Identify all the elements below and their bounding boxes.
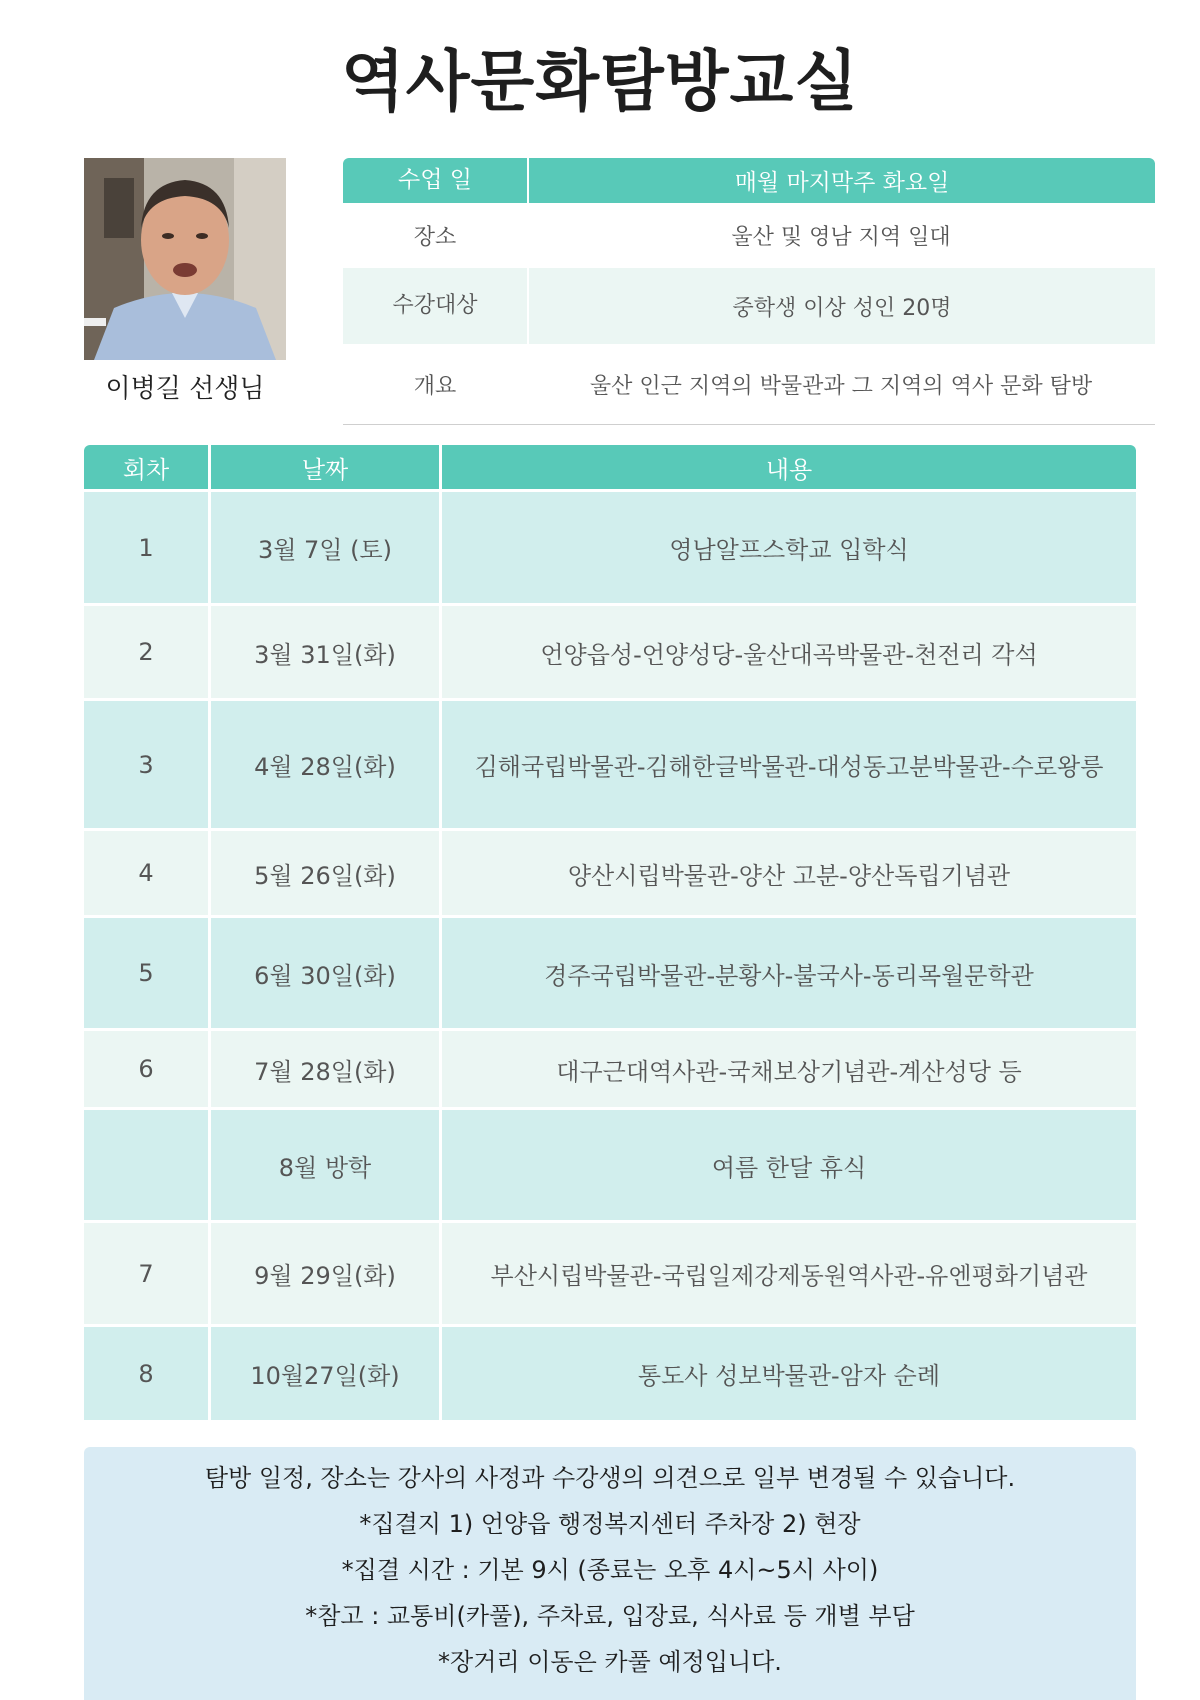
- schedule-header-row: [84, 445, 1136, 492]
- date-cell: 3월 31일(화): [211, 606, 442, 698]
- table-row: [84, 1031, 1136, 1110]
- content-cell: 통도사 성보박물관-암자 순례: [637, 1362, 941, 1390]
- note-line: *집결지 1) 언양읍 행정복지센터 주차장 2) 현장: [359, 1510, 861, 1538]
- page-title: 역사문화탐방교실: [340, 43, 860, 120]
- info-value: 울산 및 영남 지역 일대: [731, 225, 951, 250]
- date-cell: 6월 30일(화): [211, 918, 442, 1028]
- info-value: 중학생 이상 성인 20명: [732, 295, 952, 321]
- round-cell: 5: [84, 918, 211, 1028]
- table-row: [84, 1327, 1136, 1423]
- info-label: 수강대상: [343, 268, 529, 344]
- table-row: [84, 1223, 1136, 1327]
- note-line: *장거리 이동은 카풀 예정입니다.: [438, 1648, 782, 1676]
- info-header-value: 매월 마지막주 화요일: [734, 170, 950, 196]
- info-header-label: 수업 일: [343, 158, 529, 203]
- note-line: *참고 : 교통비(카풀), 주차료, 입장료, 식사료 등 개별 부담: [305, 1602, 915, 1630]
- date-cell: 7월 28일(화): [211, 1031, 442, 1107]
- content-cell: 경주국립박물관-분황사-불국사-동리목월문학관: [544, 961, 1034, 990]
- table-row: [84, 918, 1136, 1031]
- round-cell: 8: [84, 1327, 211, 1420]
- content-cell: 양산시립박물관-양산 고분-양산독립기념관: [567, 861, 1011, 890]
- content-cell: 언양읍성-언양성당-울산대곡박물관-천전리 각석: [540, 640, 1038, 669]
- teacher-photo: [84, 158, 286, 360]
- date-cell: 4월 28일(화): [211, 701, 442, 828]
- info-header-row: [343, 158, 1155, 203]
- round-cell: 4: [84, 831, 211, 915]
- content-cell: 김해국립박물관-김해한글박물관-대성동고분박물관-수로왕릉: [474, 753, 1104, 781]
- table-row: [84, 1110, 1136, 1223]
- table-row: [84, 831, 1136, 918]
- note-line: *집결 시간 : 기본 9시 (종료는 오후 4시~5시 사이): [341, 1556, 879, 1584]
- info-label: 개요: [413, 373, 457, 399]
- content-cell: 여름 한달 휴식: [711, 1153, 867, 1182]
- round-cell: 6: [84, 1031, 211, 1107]
- round-cell: 7: [84, 1223, 211, 1324]
- table-row: [84, 492, 1136, 606]
- info-value: 울산 인근 지역의 박물관과 그 지역의 역사 문화 탐방: [589, 373, 1093, 399]
- round-cell: 3: [84, 701, 211, 828]
- note-line: 탐방 일정, 장소는 강사의 사정과 수강생의 의견으로 일부 변경될 수 있습니다.: [204, 1464, 1016, 1492]
- notes-box: [84, 1447, 1136, 1700]
- class-info-table: [343, 158, 1155, 425]
- date-cell: 3월 7일 (토): [211, 492, 442, 603]
- date-cell: 8월 방학: [211, 1110, 442, 1220]
- table-row: [84, 701, 1136, 831]
- schedule-table: [84, 445, 1136, 1423]
- content-cell: 대구근대역사관-국채보상기념관-계산성당 등: [556, 1057, 1022, 1086]
- teacher-portrait-image: [84, 158, 286, 360]
- teacher-name: 이병길 선생님: [105, 374, 265, 404]
- content-cell: 부산시립박물관-국립일제강제동원역사관-유엔평화기념관: [490, 1262, 1088, 1290]
- content-header: 내용: [765, 455, 813, 484]
- date-cell: 9월 29일(화): [211, 1223, 442, 1324]
- info-row-location: [343, 203, 1155, 268]
- date-header: 날짜: [211, 445, 442, 489]
- table-row: [84, 606, 1136, 701]
- info-row-target: [343, 268, 1155, 344]
- date-cell: 10월27일(화): [211, 1327, 442, 1420]
- info-label: 장소: [413, 225, 457, 250]
- date-cell: 5월 26일(화): [211, 831, 442, 915]
- round-cell: 1: [84, 492, 211, 603]
- info-row-overview: [343, 344, 1155, 424]
- round-cell: [84, 1110, 211, 1220]
- round-header: 회차: [84, 445, 211, 489]
- round-cell: 2: [84, 606, 211, 698]
- content-cell: 영남알프스학교 입학식: [669, 536, 909, 564]
